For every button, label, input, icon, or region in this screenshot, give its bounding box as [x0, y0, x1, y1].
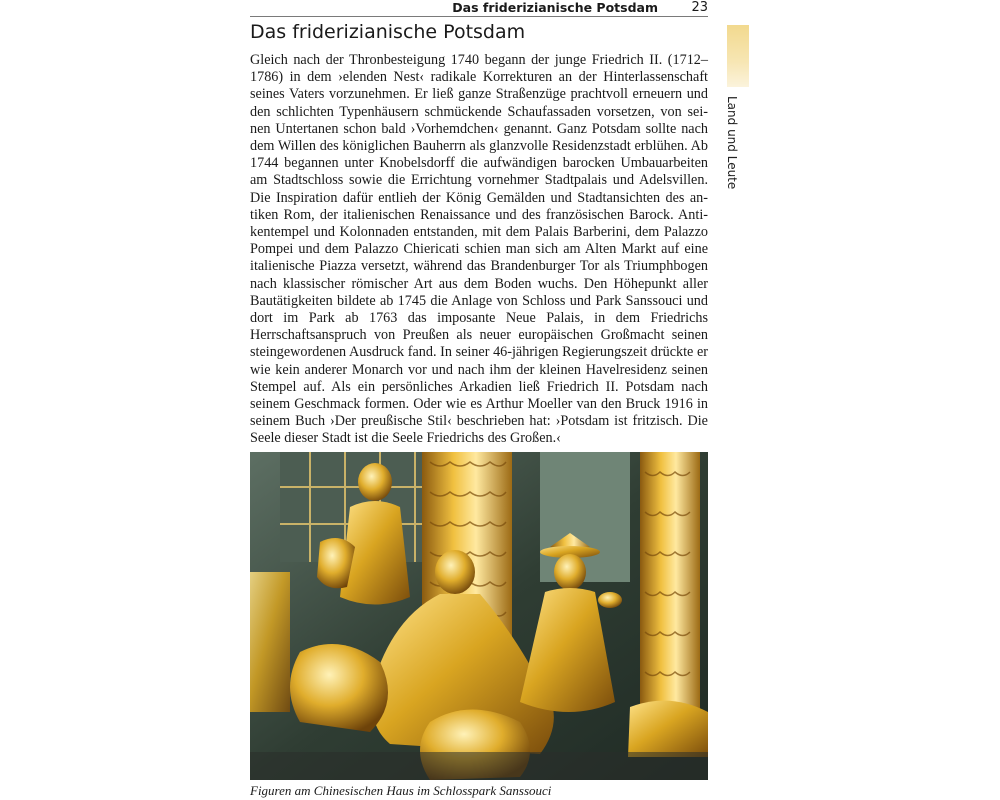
- running-header: [250, 0, 708, 17]
- figure-caption: Figuren am Chinesischen Haus im Schlosspark Sanssouci: [250, 783, 552, 798]
- chapter-color-tab: [727, 25, 749, 87]
- page-number: 23: [691, 0, 708, 15]
- running-title: Das friderizianische Potsdam: [452, 0, 658, 15]
- figure-photo: [250, 452, 708, 780]
- chapter-tab-label: Land und Leute: [725, 96, 739, 190]
- body-paragraph: Gleich nach der Thronbesteigung 1740 begann der junge Friedrich II. (1712–1786) in dem ›elenden Nest‹ radikale Korrekturen an der Hinterlassenschaft seines Vaters vorzunehmen. Er ließ ganze Straßenzüge prachtvoll erneuern und den schlichten Typenhäusern schmückende Schaufassaden vorsetzen, von seinen Untertanen schon bald ›Vorhemdchen‹ genannt. Ganz Potsdam sollte nach dem Willen des königlichen Bauherrn als glanzvolle Residenzstadt erblühen. Ab 1744 begannen unter Knobelsdorff die aufwändigen barocken Umbauarbeiten am Stadtschloss sowie die Errichtung vornehmer Stadtpalais und Adelsvillen. Die Inspiration dafür entlieh der König Gemälden und Stadtansichten des antiken Rom, der italienischen Renaissance und des französischen Barock. Antikentempel und Kolonnaden entstanden, mit dem Palais Barberini, dem Palazzo Pompei und dem Palazzo Chiericati schien man sich am Alten Markt auf eine italienische Piazza versetzt, während das Brandenburger Tor als Triumphbogen nach klassischer römischer Art aus dem Boden wuchs. Den Höhepunkt aller Bautätigkeiten bildete ab 1745 die Anlage von Schloss und Park Sanssouci und dort im Park ab 1763 das imposante Neue Palais, in dem Friedrichs Herrschaftsanspruch von Preußen als neuer europäischen Großmacht seinen steingewordenen Ausdruck fand. In seiner 46-jährigen Regierungszeit drückte er wie kein anderer Monarch vor und nach ihm der kleinen Havelresidenz seinen Stempel auf. Als ein persönliches Arkadien ließ Friedrich II. Potsdam nach seinem Geschmack formen. Oder wie es Arthur Moeller van den Bruck 1916 in seinem Buch ›Der preußische Stil‹ beschrieben hat: ›Potsdam ist fritzisch. Die Seele dieser Stadt ist die Seele Friedrichs des Großen.‹: [250, 52, 708, 447]
- section-title: Das friderizianische Potsdam: [250, 21, 526, 43]
